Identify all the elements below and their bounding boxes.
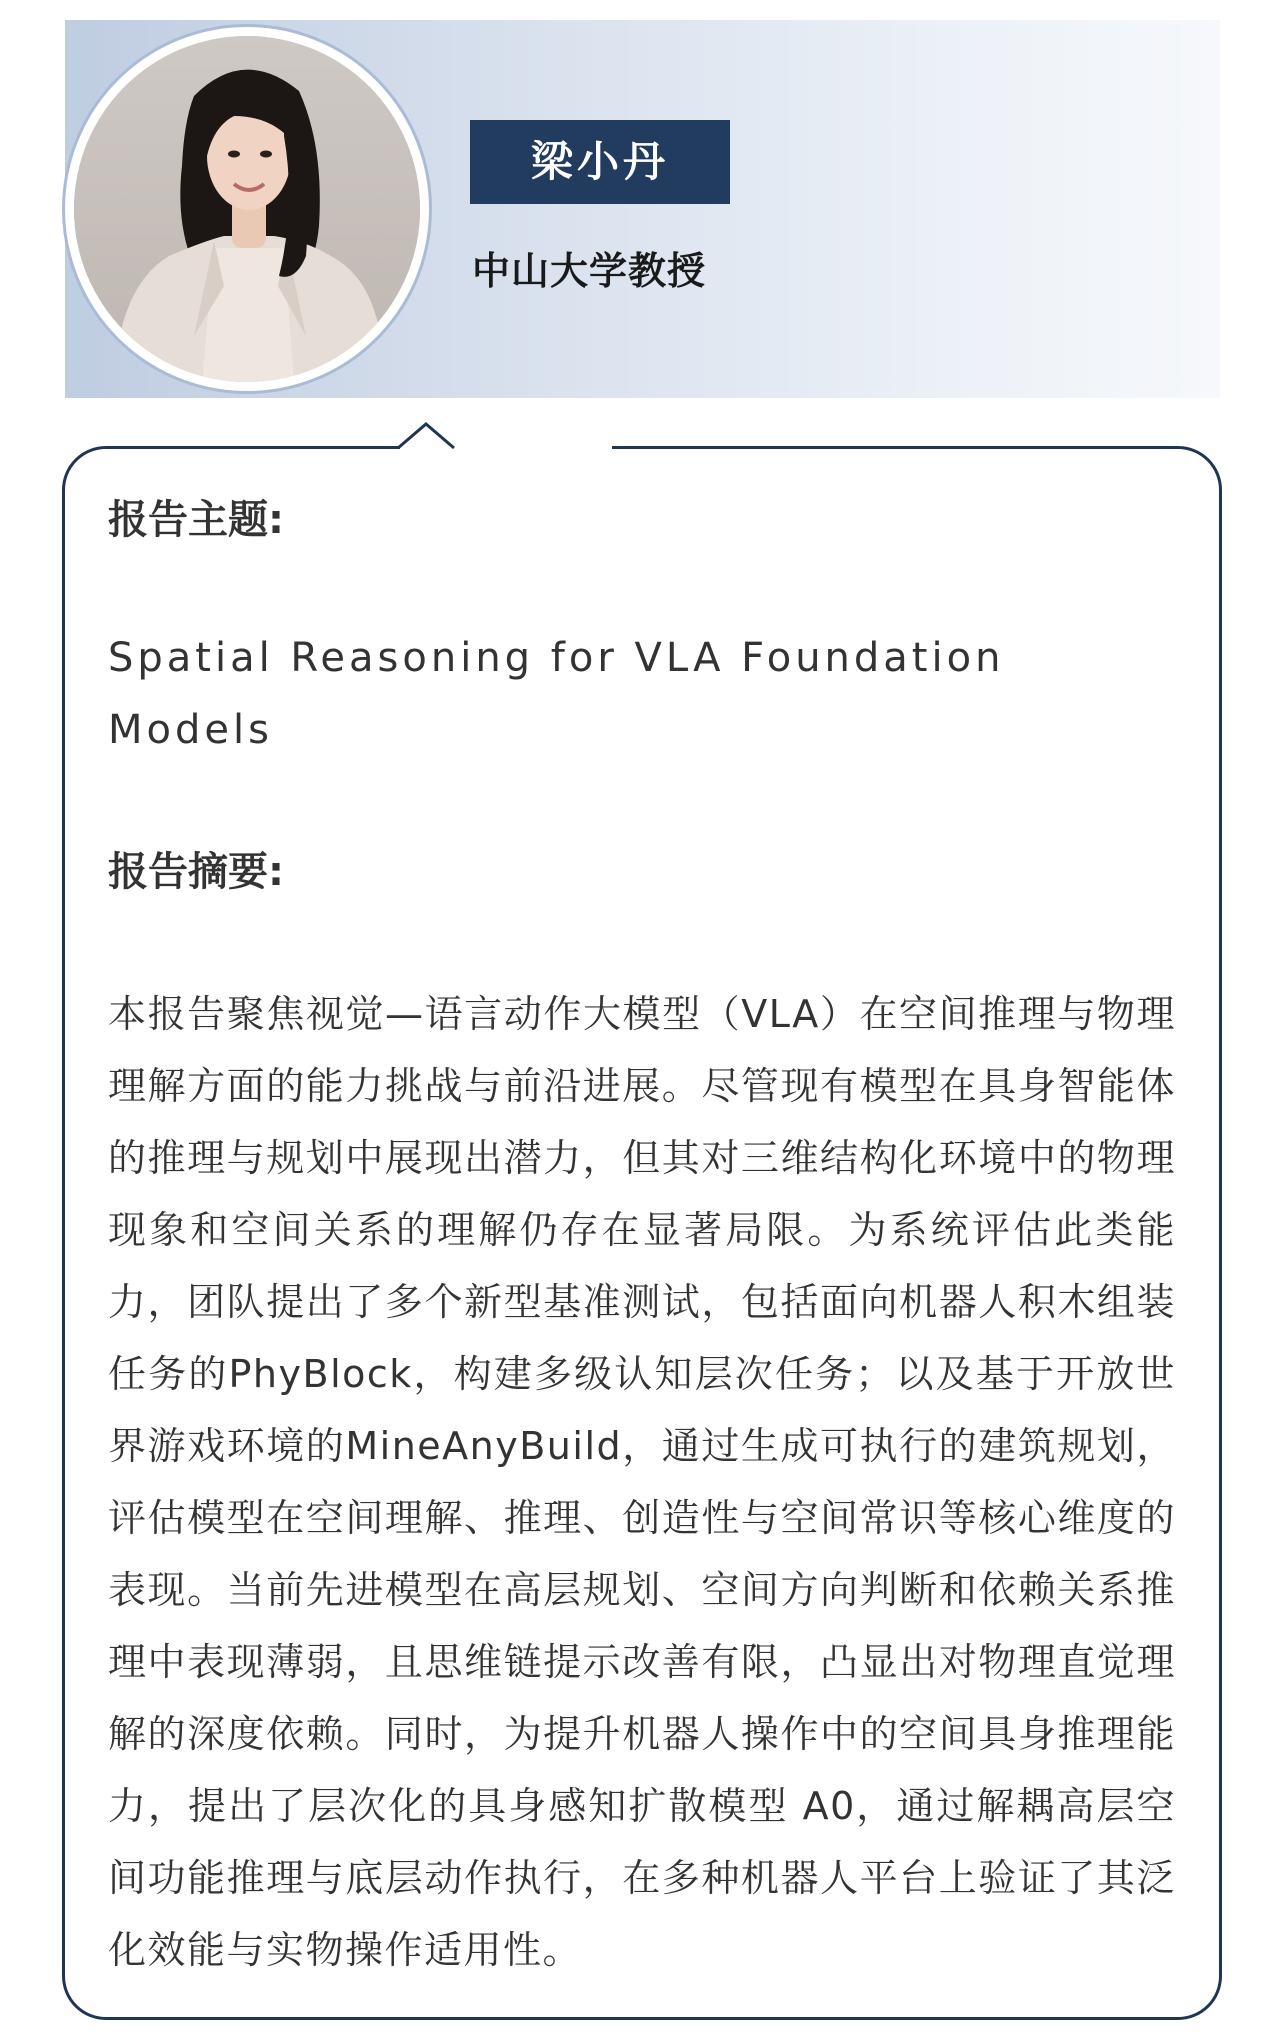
topic-label: 报告主题: bbox=[108, 497, 284, 543]
abstract-text: 本报告聚焦视觉—语言动作大模型（VLA）在空间推理与物理理解方面的能力挑战与前沿进展。尽管现有模型在具身智能体的推理与规划中展现出潜力，但其对三维结构化环境中的物理现象和空间关系的理解仍存在显著局限。为系统评估此类能力，团队提出了多个新型基准测试，包括面向机器人积木组装任务的PhyBlock，构建多级认知层次任务；以及基于开放世界游戏环境的MineAnyBuild，通过生成可执行的建筑规划，评估模型在空间理解、推理、创造性与空间常识等核心维度的表现。当前先进模型在高层规划、空间方向判断和依赖关系推理中表现薄弱，且思维链提示改善有限，凸显出对物理直觉理解的深度依赖。同时，为提升机器人操作中的空间具身推理能力，提出了层次化的具身感知扩散模型 A0，通过解耦高层空间功能推理与底层动作执行，在多种机器人平台上验证了其泛化效能与实物操作适用性。 bbox=[108, 992, 1176, 1972]
speaker-name-badge: 梁小丹 bbox=[470, 120, 730, 204]
speaker-photo bbox=[74, 36, 420, 382]
talk-title: Spatial Reasoning for VLA Foundation Models bbox=[108, 635, 1005, 753]
card-notch-icon bbox=[396, 420, 456, 450]
speaker-affiliation: 中山大学教授 bbox=[472, 249, 707, 293]
abstract-label: 报告摘要: bbox=[108, 849, 284, 895]
